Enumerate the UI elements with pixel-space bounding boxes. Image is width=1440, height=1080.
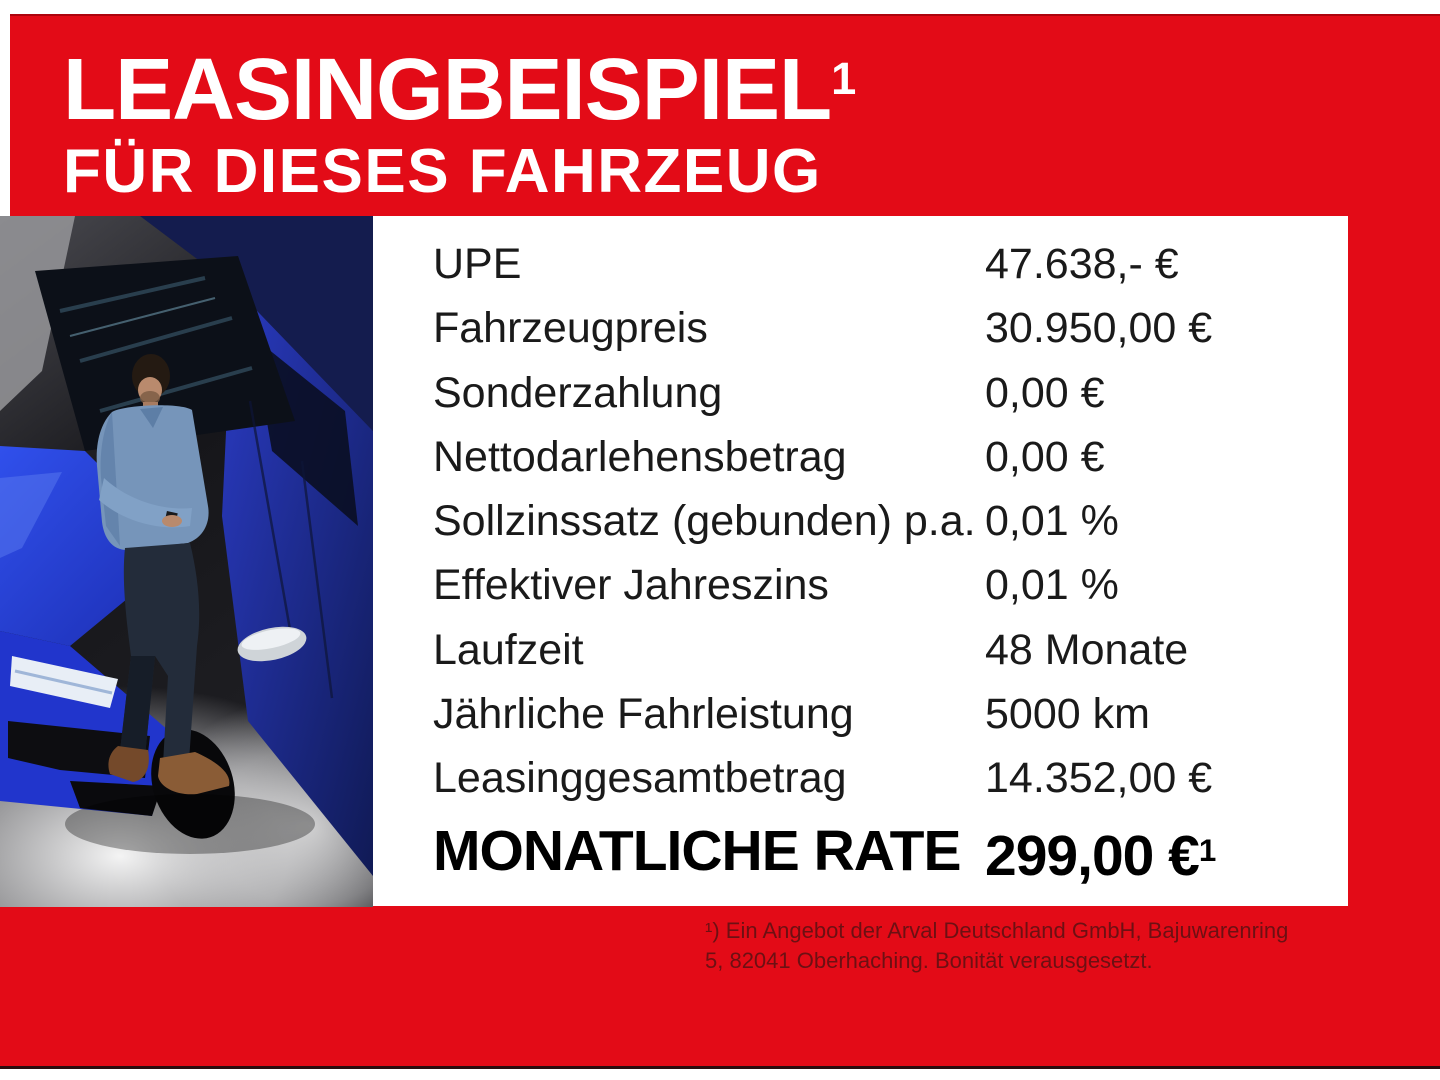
row-value: 14.352,00 € [985,754,1213,803]
row-value: 5000 km [985,690,1150,739]
table-row [433,625,1348,692]
row-value: 0,00 € [985,432,1105,481]
row-label: Nettodarlehensbetrag [433,432,847,481]
car-photo-graphic [0,216,373,907]
footnote-line2: 5, 82041 Oberhaching. Bonität verausgesetzt. [705,947,1153,973]
row-label: Laufzeit [433,625,584,674]
row-label: Sonderzahlung [433,368,723,417]
man-shadow [65,794,315,854]
leasing-table [373,216,1348,821]
table-row [433,563,1348,627]
row-label: Effektiver Jahreszins [433,561,829,610]
page-title-footnote-marker: 1 [831,53,857,105]
table-row [433,499,1348,563]
monthly-rate-value [985,821,1348,886]
row-label: Leasinggesamtbetrag [433,754,847,803]
row-label: Sollzinssatz (gebunden) p.a. [433,497,976,546]
row-label: Fahrzeugpreis [433,304,708,353]
left-margin [0,14,10,216]
monthly-rate-amount: 299,00 € [985,823,1199,888]
monthly-rate-label: MONATLICHE RATE [433,818,961,883]
table-row [433,306,1348,370]
row-label: UPE [433,240,522,288]
row-value: 47.638,- € [985,240,1179,288]
row-value: 30.950,00 € [985,304,1213,353]
bottom-hairline [0,1066,1440,1069]
table-row [433,432,1348,499]
monthly-rate-row [373,818,1348,888]
page-subtitle: FÜR DIESES FAHRZEUG [63,137,822,206]
row-label: Jährliche Fahrleistung [433,690,854,739]
page-title-text: LEASINGBEISPIEL [63,41,832,138]
footnote-line1: ¹) Ein Angebot der Arval Deutschland GmbH, Bajuwarenring [705,918,1289,943]
car-photo [0,216,373,907]
page-title [63,41,857,138]
table-row [433,692,1348,756]
leasing-details-panel [373,216,1348,906]
monthly-rate-footnote-marker: 1 [1198,832,1217,868]
row-value: 0,01 % [985,497,1119,546]
row-value: 0,01 % [985,561,1119,610]
table-row [433,756,1348,820]
row-value: 48 Monate [985,625,1189,674]
table-row [433,242,1348,306]
row-value: 0,00 € [985,368,1105,417]
table-row [433,368,1348,435]
footnote [705,916,1385,975]
man-hand [162,515,182,527]
